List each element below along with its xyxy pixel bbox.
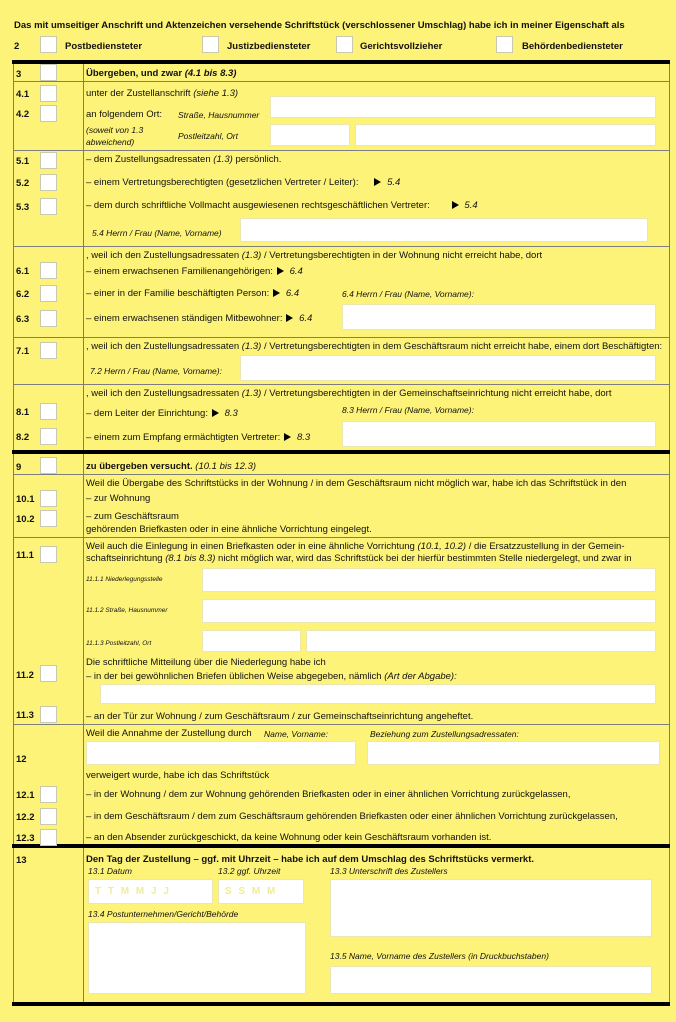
row-text: Weil die Annahme der Zustellung durch: [86, 728, 252, 739]
row-text: – zur Wohnung: [86, 493, 151, 504]
row-number: 5.2: [16, 178, 30, 189]
field-label: Beziehung zum Zustellungsadressaten:: [370, 729, 519, 739]
arrow-right-icon: [286, 314, 293, 322]
checkbox-12-3[interactable]: [40, 829, 57, 846]
organization-field[interactable]: [88, 922, 306, 994]
row-number: 6.3: [16, 314, 30, 325]
row-text: verweigert wurde, habe ich das Schriftstück: [86, 770, 270, 781]
field-label: 13.5 Name, Vorname des Zustellers (in Druckbuchstaben): [330, 951, 549, 961]
field-label: 11.1.1 Niederlegungsstelle: [86, 576, 163, 583]
row-text: gehörenden Briefkasten oder in eine ähnliche Vorrichtung eingelegt.: [86, 524, 372, 535]
divider: [14, 537, 670, 538]
section-6-intro: , weil ich den Zustellungsadressaten (1.3) / Vertretungsberechtigten in der Wohnung nicht erreicht habe, dort: [86, 250, 543, 261]
checkbox-justizbediensteter[interactable]: [202, 36, 219, 53]
row-number: 12.2: [16, 812, 35, 823]
checkbox-3[interactable]: [40, 64, 57, 81]
checkbox-4-2[interactable]: [40, 105, 57, 122]
row-text: – dem Leiter der Einrichtung: 8.3: [86, 408, 238, 419]
row-number: 6.1: [16, 266, 30, 277]
row-number: 4.1: [16, 89, 30, 100]
checkbox-behoerdenbediensteter[interactable]: [496, 36, 513, 53]
row-text: – einem zum Empfang ermächtigten Vertreter: 8.3: [86, 432, 311, 443]
row-text: – an den Absender zurückgeschickt, da keine Wohnung oder kein Geschäftsraum vorhanden ist.: [86, 832, 492, 843]
section-10-intro: Weil die Übergabe des Schriftstücks in der Wohnung / in dem Geschäftsraum nicht möglich war, habe ich das Schriftstück in den: [86, 478, 627, 489]
name-field-7-2[interactable]: [240, 355, 656, 381]
divider: [14, 150, 670, 151]
field-label: 13.2 ggf. Uhrzeit: [218, 866, 281, 876]
field-label: 11.1.2 Straße, Hausnummer: [86, 607, 168, 614]
time-field[interactable]: [218, 879, 304, 904]
row-text: – einem Vertretungsberechtigten (gesetzlichen Vertreter / Leiter): 5.4: [86, 177, 401, 188]
checkbox-4-1[interactable]: [40, 85, 57, 102]
date-field[interactable]: [88, 879, 213, 904]
niederlegungsstelle-field[interactable]: [202, 568, 656, 592]
deliverer-name-field[interactable]: [330, 966, 652, 994]
zip-field-11[interactable]: [202, 630, 301, 652]
role-label-gv: Gerichtsvollzieher: [360, 41, 443, 52]
row-number: 8.1: [16, 407, 30, 418]
arrow-right-icon: [452, 201, 459, 209]
field-label: 13.1 Datum: [88, 866, 132, 876]
checkbox-10-1[interactable]: [40, 490, 57, 507]
row-number: 12.1: [16, 790, 35, 801]
divider-thick: [12, 450, 670, 454]
row-number: 11.3: [16, 710, 34, 721]
row-text: – einem erwachsenen Familienangehörigen: 6.4: [86, 266, 303, 277]
row-number: 10.2: [16, 514, 35, 525]
row-text: – in dem Geschäftsraum / dem zum Geschäftsraum gehörenden Briefkasten oder einer ähnlichen Vorrichtung zurückgelassen,: [86, 811, 618, 822]
field-label: 11.1.3 Postleitzahl, Ort: [86, 640, 152, 647]
row-text: Weil auch die Einlegung in einen Briefkasten oder in eine ähnliche Vorrichtung (10.1, 10.2) / die Ersatzzustellung in der Gemein-: [86, 541, 625, 552]
divider-top: [12, 60, 670, 64]
divider: [14, 384, 670, 385]
divider: [14, 724, 670, 725]
row-number: 5.3: [16, 202, 30, 213]
row-text: – dem Zustellungsadressaten (1.3) persönlich.: [86, 154, 282, 165]
signature-field[interactable]: [330, 879, 652, 937]
city-field-4-2[interactable]: [355, 124, 656, 146]
checkbox-gerichtsvollzieher[interactable]: [336, 36, 353, 53]
name-field-8-3[interactable]: [342, 421, 656, 447]
field-label: 7.2 Herrn / Frau (Name, Vorname):: [90, 366, 222, 376]
row-number: 4.2: [16, 109, 30, 120]
row-text: – zum Geschäftsraum: [86, 511, 179, 522]
time-placeholder: S S M M: [225, 886, 278, 897]
section-2-number: 2: [14, 41, 20, 52]
row-text: schaftseinrichtung (8.1 bis 8.3) nicht möglich war, wird das Schriftstück bei der hierfür bestimmten Stelle niedergelegt, und zwar in: [86, 553, 632, 564]
row-text: , weil ich den Zustellungsadressaten (1.3) / Vertretungsberechtigten in dem Geschäftsraum nicht erreicht habe, einem dort Beschäftigten:: [86, 341, 663, 352]
checkbox-8-1[interactable]: [40, 403, 57, 420]
arrow-right-icon: [273, 289, 280, 297]
row-number: 8.2: [16, 432, 30, 443]
row-text: unter der Zustellanschrift (siehe 1.3): [86, 88, 239, 99]
checkbox-6-2[interactable]: [40, 285, 57, 302]
row-text: an folgendem Ort:: [86, 109, 163, 120]
section-3-number: 3: [16, 69, 22, 80]
field-label: Straße, Hausnummer: [178, 110, 260, 120]
checkbox-12-2[interactable]: [40, 808, 57, 825]
checkbox-5-2[interactable]: [40, 174, 57, 191]
name-field-5-4[interactable]: [240, 218, 648, 242]
section-13-title: Den Tag der Zustellung – ggf. mit Uhrzeit – habe ich auf dem Umschlag des Schriftstücks vermerkt.: [86, 854, 535, 865]
street-field-11[interactable]: [202, 599, 656, 623]
row-number: 10.1: [16, 494, 35, 505]
role-label-justiz: Justizbediensteter: [227, 41, 311, 52]
row-text: Die schriftliche Mitteilung über die Niederlegung habe ich: [86, 657, 326, 668]
field-label: Postleitzahl, Ort: [178, 131, 238, 141]
checkbox-10-2[interactable]: [40, 510, 57, 527]
row-note: (soweit von 1.3 abweichend): [86, 125, 144, 147]
checkbox-7-1[interactable]: [40, 342, 57, 359]
checkbox-6-3[interactable]: [40, 310, 57, 327]
checkbox-8-2[interactable]: [40, 428, 57, 445]
frame-left: [13, 64, 14, 1004]
role-label-post: Postbediensteter: [65, 41, 143, 52]
divider: [14, 337, 670, 338]
section-3-title: Übergeben, und zwar (4.1 bis 8.3): [86, 68, 237, 79]
field-label: 5.4 Herrn / Frau (Name, Vorname): [92, 228, 222, 238]
checkbox-6-1[interactable]: [40, 262, 57, 279]
row-number: 7.1: [16, 346, 30, 357]
row-text: – an der Tür zur Wohnung / zum Geschäftsraum / zur Gemeinschaftseinrichtung angeheftet.: [86, 711, 474, 722]
field-label: 8.3 Herrn / Frau (Name, Vorname):: [342, 405, 474, 415]
frame-right: [669, 64, 670, 1004]
divider-bottom: [12, 1002, 670, 1006]
row-text: – dem durch schriftliche Vollmacht ausgewiesenen rechtsgeschäftlichen Vertreter: 5.4: [86, 200, 478, 211]
divider: [14, 81, 670, 82]
arrow-right-icon: [277, 267, 284, 275]
checkbox-11-2[interactable]: [40, 665, 57, 682]
arrow-right-icon: [212, 409, 219, 417]
checkbox-11-3[interactable]: [40, 706, 57, 723]
column-divider: [83, 64, 84, 1004]
row-text: – in der Wohnung / dem zur Wohnung gehörenden Briefkasten oder in einer ähnlichen Vorrichtung zurückgelassen,: [86, 789, 571, 800]
row-number: 12.3: [16, 833, 35, 844]
arrow-right-icon: [374, 178, 381, 186]
relation-field[interactable]: [367, 741, 660, 765]
field-label: 13.3 Unterschrift des Zustellers: [330, 866, 448, 876]
row-text: – einer in der Familie beschäftigten Person: 6.4: [86, 288, 300, 299]
row-number: 11.1: [16, 550, 34, 561]
header-intro: Das mit umseitiger Anschrift und Aktenzeichen versehende Schriftstück (verschlossener Umschlag) habe ich in meiner Eigenschaft als: [14, 20, 625, 31]
row-text: – in der bei gewöhnlichen Briefen üblichen Weise abgegeben, nämlich (Art der Abgabe):: [86, 671, 457, 682]
section-8-intro: , weil ich den Zustellungsadressaten (1.3) / Vertretungsberechtigten in der Gemeinschaftseinrichtung nicht erreicht habe, dort: [86, 388, 612, 399]
row-number: 6.2: [16, 289, 30, 300]
field-label: 6.4 Herrn / Frau (Name, Vorname):: [342, 289, 474, 299]
checkbox-9[interactable]: [40, 457, 57, 474]
divider-thick: [12, 844, 670, 848]
field-label: Name, Vorname:: [264, 729, 328, 739]
checkbox-postbediensteter[interactable]: [40, 36, 57, 53]
checkbox-12-1[interactable]: [40, 786, 57, 803]
row-number: 11.2: [16, 670, 34, 681]
street-field-4-2[interactable]: [270, 96, 656, 118]
city-field-11[interactable]: [306, 630, 656, 652]
section-13-number: 13: [16, 855, 27, 866]
name-field-6-4[interactable]: [342, 304, 656, 330]
field-label: 13.4 Postunternehmen/Gericht/Behörde: [88, 909, 239, 919]
zip-field-4-2[interactable]: [270, 124, 350, 146]
section-9-title: zu übergeben versucht. (10.1 bis 12.3): [86, 461, 257, 472]
checkbox-11-1[interactable]: [40, 546, 57, 563]
section-9-number: 9: [16, 462, 22, 473]
arrow-right-icon: [284, 433, 291, 441]
row-text: – einem erwachsenen ständigen Mitbewohner: 6.4: [86, 313, 313, 324]
divider: [14, 474, 670, 475]
delivery-method-field[interactable]: [100, 684, 656, 704]
divider: [14, 246, 670, 247]
refuser-name-field[interactable]: [86, 741, 356, 765]
section-12-number: 12: [16, 754, 27, 765]
date-placeholder: T T M M J J: [95, 886, 171, 897]
role-label-behoerde: Behördenbediensteter: [522, 41, 623, 52]
row-number: 5.1: [16, 156, 30, 167]
checkbox-5-1[interactable]: [40, 152, 57, 169]
checkbox-5-3[interactable]: [40, 198, 57, 215]
